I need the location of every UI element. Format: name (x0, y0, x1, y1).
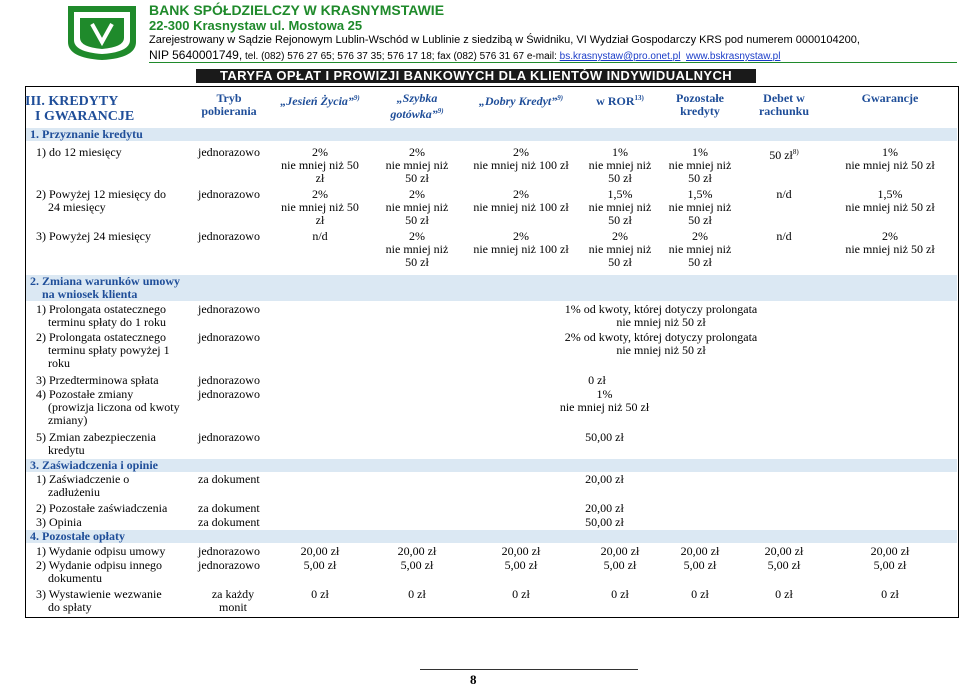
v: do spłaty (48, 600, 92, 614)
v: 4) Pozostałe zmiany (36, 387, 134, 401)
col-gwarancje (830, 92, 950, 105)
v: kredytu (48, 443, 85, 457)
v: 2% (612, 229, 628, 243)
row-3-2-value: 20,00 zł (585, 501, 624, 515)
v: 2% (692, 229, 708, 243)
v: nie mniej niż 50 zł (845, 242, 935, 256)
v: 50 zł (405, 213, 429, 227)
row-1-1-jesien (270, 146, 370, 185)
section-band (26, 459, 957, 472)
row-4-2-label (36, 559, 162, 585)
v: 1,5% (607, 187, 633, 201)
row-1-1-debet (740, 146, 828, 162)
v: na wniosek klienta (42, 287, 138, 301)
row-3-1-label (36, 473, 129, 499)
row-1-1-gwarancje (830, 146, 950, 172)
row-1-3-gwarancje (830, 230, 950, 256)
row-2-5-tryb: jednorazowo (198, 430, 260, 444)
v: za każdy (211, 587, 255, 601)
row-1-1-label: 1) do 12 miesięcy (36, 145, 122, 159)
v: nie mniej niż 50 (281, 158, 359, 172)
row-4-1-label: 1) Wydanie odpisu umowy (36, 544, 166, 558)
row-1-3-pozostale (660, 230, 740, 269)
col-jesien-note: 9) (353, 94, 360, 102)
row-1-2-szybka (372, 188, 462, 227)
row-2-4-tryb: jednorazowo (198, 387, 260, 401)
row-4-2-v6: 5,00 zł (873, 558, 907, 572)
header-rule (149, 62, 957, 63)
col-jesien-label: „Jesień Życia” (280, 94, 354, 108)
v: nie mniej niż 50 zł (616, 315, 706, 329)
section-1-title: 1. Przyznanie kredytu (30, 127, 143, 141)
v: 50 zł (608, 213, 632, 227)
row-4-1-v0: 20,00 zł (300, 544, 340, 558)
row-4-3-v1: 0 zł (408, 587, 426, 601)
v: 50 zł (688, 255, 712, 269)
row-4-2-v1: 5,00 zł (400, 558, 434, 572)
v: 2% (312, 145, 328, 159)
v: 2) Wydanie odpisu innego (36, 558, 163, 572)
row-1-1-dobry (462, 146, 580, 172)
row-1-3-ror (580, 230, 660, 269)
col-tryb-l2: pobierania (201, 104, 257, 118)
row-4-3-v4: 0 zł (691, 587, 709, 601)
col-debet (740, 92, 828, 118)
v: 1,5% (687, 187, 713, 201)
row-1-2-dobry (462, 188, 580, 214)
col-pozostale-l1: Pozostałe (676, 91, 724, 105)
row-1-3-debet: n/d (776, 229, 792, 243)
bank-name: BANK SPÓŁDZIELCZY W KRASNYMSTAWIE (149, 2, 445, 18)
v: 1) Prolongata ostatecznego (36, 302, 166, 316)
row-2-3-value: 0 zł (588, 373, 606, 387)
row-4-3-tryb (198, 588, 268, 614)
row-1-3-szybka (372, 230, 462, 269)
row-1-1-ror (580, 146, 660, 185)
row-4-1-tryb: jednorazowo (198, 544, 260, 558)
row-4-3-label (36, 588, 162, 614)
row-3-3-tryb: za dokument (198, 515, 260, 529)
row-4-1-v5: 20,00 zł (764, 544, 804, 558)
v: 1% (882, 145, 898, 159)
v: zadłużeniu (48, 485, 100, 499)
row-4-2-v3: 5,00 zł (603, 558, 637, 572)
row-2-2-label (36, 331, 170, 370)
v: nie mniej niż (588, 158, 652, 172)
v: 3) Wystawienie wezwanie (36, 587, 162, 601)
row-3-2-label: 2) Pozostałe zaświadczenia (36, 501, 168, 515)
col-szybka-l2: gotówka” (390, 107, 438, 121)
v: zł (315, 213, 325, 227)
v: nie mniej niż (668, 200, 732, 214)
v: 2) Powyżej 12 miesięcy do (36, 187, 166, 201)
row-1-3-label: 3) Powyżej 24 miesięcy (36, 229, 151, 243)
row-1-3-tryb: jednorazowo (198, 229, 260, 243)
col-tryb (190, 92, 268, 118)
row-4-3-v0: 0 zł (311, 587, 329, 601)
v: 1,5% (877, 187, 903, 201)
v: nie mniej niż 100 zł (473, 242, 569, 256)
row-2-1-tryb: jednorazowo (198, 302, 260, 316)
row-1-2-jesien (270, 188, 370, 227)
section-title (25, 94, 134, 124)
row-4-2-v0: 5,00 zł (303, 558, 337, 572)
col-debet-l2: rachunku (758, 104, 810, 118)
row-4-1-v4: 20,00 zł (680, 544, 720, 558)
row-2-3-tryb: jednorazowo (198, 373, 260, 387)
row-1-2-pozostale (660, 188, 740, 227)
col-ror (580, 92, 660, 108)
v: 50 zł (769, 148, 793, 162)
v: 50 zł (608, 171, 632, 185)
v: 2% (513, 229, 529, 243)
col-jesien (270, 92, 370, 108)
v: 1% (596, 387, 613, 401)
v: nie mniej niż (668, 158, 732, 172)
row-2-1-value (372, 303, 950, 329)
row-3-3-label: 3) Opinia (36, 515, 82, 529)
row-2-1-label (36, 303, 166, 329)
row-3-1-value: 20,00 zł (585, 472, 624, 486)
row-4-3-v6: 0 zł (881, 587, 899, 601)
section-3-title: 3. Zaświadczenia i opinie (30, 458, 159, 472)
col-tryb-l1: Tryb (216, 91, 242, 105)
v: nie mniej niż (385, 158, 449, 172)
col-dobry-note: 9) (557, 94, 564, 102)
v: 1% (612, 145, 628, 159)
row-1-2-tryb: jednorazowo (198, 187, 260, 201)
row-3-2-tryb: za dokument (198, 501, 260, 515)
col-szybka-l1: „Szybka (396, 91, 438, 105)
v: nie mniej niż (385, 200, 449, 214)
v: nie mniej niż 50 zł (559, 400, 650, 414)
v: nie mniej niż 100 zł (473, 158, 569, 172)
row-4-1-v1: 20,00 zł (397, 544, 437, 558)
v: roku (48, 356, 70, 370)
v: 24 miesięcy (48, 200, 106, 214)
row-3-1-tryb: za dokument (198, 472, 260, 486)
v: terminu spłaty do 1 roku (48, 315, 166, 329)
email-link[interactable]: bs.krasnystaw@pro.onet.pl (559, 51, 681, 62)
col-ror-note: 13) (634, 94, 644, 102)
row-2-5-label (36, 431, 156, 457)
row-4-2-v2: 5,00 zł (504, 558, 538, 572)
v: 50 zł (405, 171, 429, 185)
v: 2% (409, 187, 425, 201)
row-1-2-label (36, 188, 166, 214)
v: nie mniej niż (588, 200, 652, 214)
col-debet-l1: Debet w (763, 91, 805, 105)
section-2-title (30, 275, 180, 301)
v: 1) Zaświadczenie o (36, 472, 130, 486)
row-4-1-v6: 20,00 zł (870, 544, 910, 558)
v: 2% (882, 229, 898, 243)
registration-info: Zarejestrowany w Sądzie Rejonowym Lublin-Wschód w Lublinie z siedzibą w Świdniku, VI Wydział Gospodarczy KRS pod numerem 0000104200, (149, 34, 860, 46)
row-4-2-v4: 5,00 zł (683, 558, 717, 572)
v: nie mniej niż 50 zł (616, 343, 706, 357)
v: 2% od kwoty, której dotyczy prolongata (564, 330, 758, 344)
row-1-2-gwarancje (830, 188, 950, 214)
section-band (26, 128, 957, 141)
row-4-3-v5: 0 zł (775, 587, 793, 601)
row-2-4-label (36, 388, 180, 427)
v: 50 zł (608, 255, 632, 269)
debet-note: 8) (792, 148, 799, 156)
col-ror-label: w ROR (596, 94, 635, 108)
v: nie mniej niż 100 zł (473, 200, 569, 214)
v: nie mniej niż (385, 242, 449, 256)
v: nie mniej niż 50 zł (845, 200, 935, 214)
row-3-3-value: 50,00 zł (585, 515, 624, 529)
phones: tel. (082) 576 27 65; 576 37 35; 576 17 18; fax (082) 576 31 67 e-mail: (242, 51, 560, 62)
website-link[interactable]: www.bskrasnystaw.pl (685, 51, 781, 62)
v: 2. Zmiana warunków umowy (30, 274, 181, 288)
row-4-2-v5: 5,00 zł (767, 558, 801, 572)
col-szybka-note: 9) (437, 107, 444, 115)
section-4-title: 4. Pozostałe opłaty (30, 529, 125, 543)
section-band (26, 530, 957, 543)
row-2-2-tryb: jednorazowo (198, 330, 260, 344)
row-4-3-v2: 0 zł (512, 587, 530, 601)
row-1-1-tryb: jednorazowo (198, 145, 260, 159)
v: zł (315, 171, 325, 185)
row-4-1-v3: 20,00 zł (600, 544, 640, 558)
row-2-4-value (372, 388, 837, 414)
row-1-3-jesien: n/d (312, 229, 328, 243)
row-4-3-v3: 0 zł (611, 587, 629, 601)
v: 1% (692, 145, 708, 159)
bank-logo-icon (62, 2, 142, 62)
v: nie mniej niż (668, 242, 732, 256)
bank-address: 22-300 Krasnystaw ul. Mostowa 25 (149, 18, 363, 33)
row-1-2-ror (580, 188, 660, 227)
v: 2% (409, 229, 425, 243)
letterhead (0, 0, 960, 66)
v: monit (218, 600, 247, 614)
v: 50 zł (405, 255, 429, 269)
row-4-1-v2: 20,00 zł (501, 544, 541, 558)
v: zmiany) (48, 413, 88, 427)
v: 2% (513, 145, 529, 159)
row-1-3-dobry (462, 230, 580, 256)
section-line-2: I GWARANCJE (35, 109, 135, 124)
row-1-1-pozostale (660, 146, 740, 185)
v: 2% (409, 145, 425, 159)
v: dokumentu (48, 571, 102, 585)
v: 5) Zmian zabezpieczenia (36, 430, 156, 444)
v: 2) Prolongata ostatecznego (36, 330, 166, 344)
row-1-1-szybka (372, 146, 462, 185)
v: nie mniej niż (588, 242, 652, 256)
v: nie mniej niż 50 (281, 200, 359, 214)
col-dobry (462, 92, 580, 108)
v: 1% od kwoty, której dotyczy prolongata (564, 302, 758, 316)
table-title: TARYFA OPŁAT I PROWIZJI BANKOWYCH DLA KLIENTÓW INDYWIDUALNYCH (196, 69, 756, 83)
col-dobry-label: „Dobry Kredyt” (478, 94, 558, 108)
col-pozostale (660, 92, 740, 118)
col-pozostale-l2: kredyty (680, 104, 720, 118)
nip: NIP 5640001749, (149, 48, 243, 62)
contact-line (149, 48, 780, 62)
row-2-2-value (372, 331, 950, 357)
v: 50 zł (688, 213, 712, 227)
row-2-3-label: 3) Przedterminowa spłata (36, 373, 159, 387)
v: 2% (513, 187, 529, 201)
footer-rule (420, 669, 638, 670)
col-szybka (372, 92, 462, 121)
col-gwarancje-label: Gwarancje (861, 91, 919, 105)
page-number: 8 (470, 672, 477, 687)
v: 50 zł (688, 171, 712, 185)
v: nie mniej niż 50 zł (845, 158, 935, 172)
row-1-2-debet: n/d (776, 187, 792, 201)
v: terminu spłaty powyżej 1 (48, 343, 170, 357)
row-4-2-tryb: jednorazowo (198, 558, 260, 572)
row-2-5-value: 50,00 zł (585, 430, 624, 444)
section-line-1: III. KREDYTY (25, 94, 119, 109)
v: 2% (312, 187, 328, 201)
v: (prowizja liczona od kwoty (48, 400, 180, 414)
